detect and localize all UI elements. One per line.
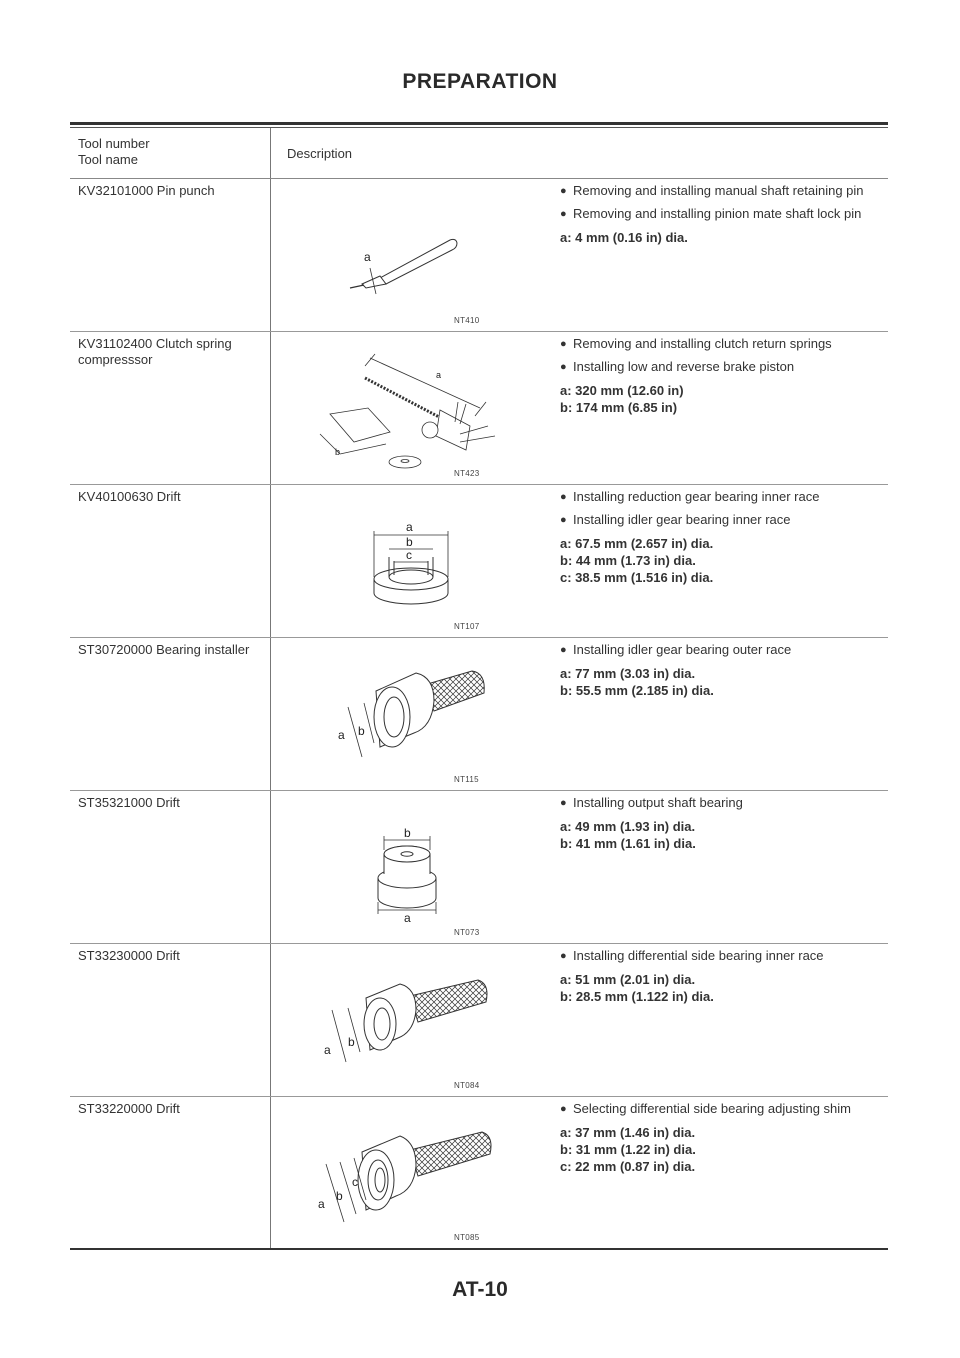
bullet-dot-icon: ● bbox=[560, 491, 567, 503]
column-header-tool-name: Tool name bbox=[78, 152, 138, 167]
dimension-list bbox=[560, 229, 885, 246]
figure-label-c: c bbox=[352, 1175, 358, 1189]
bullet-item: ● Removing and installing clutch return springs bbox=[560, 336, 832, 351]
dimension-list bbox=[560, 1124, 885, 1175]
bullet-dot-icon: ● bbox=[560, 1103, 567, 1115]
description-drift-st35321000 bbox=[560, 795, 885, 852]
figure-clutch-spring-compressor bbox=[310, 350, 500, 475]
figure-label-a: a bbox=[318, 1197, 325, 1211]
table-bottom-rule bbox=[70, 1248, 888, 1250]
figure-label-b: b bbox=[406, 535, 413, 549]
column-divider bbox=[270, 128, 271, 1249]
row-divider bbox=[70, 1096, 888, 1097]
bullet-item: ● Removing and installing manual shaft retaining pin bbox=[560, 183, 864, 198]
figure-label-a: a bbox=[406, 520, 413, 534]
figure-drift-st33230000 bbox=[320, 966, 500, 1066]
description-clutch-spring-compressor bbox=[560, 336, 885, 416]
figure-drift-kv40100630 bbox=[362, 515, 462, 615]
bullet-item: ● Removing and installing pinion mate shaft lock pin bbox=[560, 206, 862, 221]
figure-code: NT107 bbox=[454, 622, 480, 631]
dimension-item: a: 49 mm (1.93 in) dia. bbox=[560, 819, 696, 834]
figure-label-a: a bbox=[338, 728, 345, 742]
bullet-item: ● Installing reduction gear bearing inner race bbox=[560, 489, 820, 504]
tool-name-drift-st35321000: ST35321000 Drift bbox=[78, 795, 180, 810]
figure-label-b: b bbox=[336, 1189, 343, 1203]
dimension-item: a: 4 mm (0.16 in) dia. bbox=[560, 230, 688, 245]
bullet-dot-icon: ● bbox=[560, 797, 567, 809]
tool-name-drift-st33230000: ST33230000 Drift bbox=[78, 948, 180, 963]
figure-label-a: a bbox=[436, 370, 442, 380]
figure-bearing-installer bbox=[336, 655, 496, 765]
dimension-item: b: 174 mm (6.85 in) bbox=[560, 400, 678, 415]
row-divider bbox=[70, 331, 888, 332]
page-title: PREPARATION bbox=[402, 70, 558, 93]
dimension-item: b: 55.5 mm (2.185 in) dia. bbox=[560, 683, 714, 698]
description-pin-punch bbox=[560, 183, 885, 246]
bullet-dot-icon: ● bbox=[560, 185, 567, 197]
tool-name-clutch-spring-compressor: KV31102400 Clutch spring compresssor bbox=[78, 336, 232, 367]
bullet-item: ● Installing idler gear bearing outer race bbox=[560, 642, 792, 657]
bullet-dot-icon: ● bbox=[560, 950, 567, 962]
figure-pin-punch bbox=[340, 228, 470, 298]
figure-code: NT423 bbox=[454, 469, 480, 478]
figure-label-b: b bbox=[358, 724, 365, 738]
bullet-item: ● Installing differential side bearing inner race bbox=[560, 948, 824, 963]
figure-label-b: b bbox=[348, 1035, 355, 1049]
dimension-item: a: 320 mm (12.60 in) bbox=[560, 383, 684, 398]
dimension-item: c: 38.5 mm (1.516 in) dia. bbox=[560, 570, 714, 585]
tool-name-pin-punch: KV32101000 Pin punch bbox=[78, 183, 215, 198]
figure-label-a: a bbox=[364, 250, 371, 264]
description-drift-st33220000 bbox=[560, 1101, 885, 1175]
figure-code: NT410 bbox=[454, 316, 480, 325]
bullet-dot-icon: ● bbox=[560, 338, 567, 350]
header-divider bbox=[70, 178, 888, 179]
bullet-dot-icon: ● bbox=[560, 208, 567, 220]
figure-label-a: a bbox=[404, 911, 411, 925]
dimension-list bbox=[560, 535, 885, 586]
figure-drift-st35321000 bbox=[362, 820, 452, 930]
row-divider bbox=[70, 943, 888, 944]
tool-name-drift-st33220000: ST33220000 Drift bbox=[78, 1101, 180, 1116]
dimension-item: b: 28.5 mm (1.122 in) dia. bbox=[560, 989, 714, 1004]
bullet-dot-icon: ● bbox=[560, 514, 567, 526]
bullet-item: ● Selecting differential side bearing adjusting shim bbox=[560, 1101, 851, 1116]
dimension-item: b: 44 mm (1.73 in) dia. bbox=[560, 553, 696, 568]
bullet-item: ● Installing output shaft bearing bbox=[560, 795, 743, 810]
figure-code: NT085 bbox=[454, 1233, 480, 1242]
bullet-dot-icon: ● bbox=[560, 644, 567, 656]
dimension-list bbox=[560, 818, 885, 852]
dimension-list bbox=[560, 971, 885, 1005]
figure-label-a: a bbox=[324, 1043, 331, 1057]
figure-code: NT073 bbox=[454, 928, 480, 937]
bullet-dot-icon: ● bbox=[560, 361, 567, 373]
row-divider bbox=[70, 484, 888, 485]
dimension-item: a: 77 mm (3.03 in) dia. bbox=[560, 666, 696, 681]
column-header-tool-number: Tool number bbox=[78, 136, 150, 151]
dimension-item: b: 31 mm (1.22 in) dia. bbox=[560, 1142, 696, 1157]
bullet-item: ● Installing idler gear bearing inner race bbox=[560, 512, 791, 527]
dimension-item: c: 22 mm (0.87 in) dia. bbox=[560, 1159, 696, 1174]
bullet-item: ● Installing low and reverse brake piston bbox=[560, 359, 795, 374]
dimension-list bbox=[560, 665, 885, 699]
figure-label-b: b bbox=[404, 826, 411, 840]
dimension-item: a: 37 mm (1.46 in) dia. bbox=[560, 1125, 696, 1140]
column-header-tool bbox=[78, 136, 150, 168]
description-bearing-installer bbox=[560, 642, 885, 699]
row-divider bbox=[70, 790, 888, 791]
description-drift-kv40100630 bbox=[560, 489, 885, 586]
figure-label-b: b bbox=[335, 447, 341, 457]
tool-name-bearing-installer: ST30720000 Bearing installer bbox=[78, 642, 250, 657]
dimension-item: a: 67.5 mm (2.657 in) dia. bbox=[560, 536, 714, 551]
figure-drift-st33220000 bbox=[314, 1120, 504, 1226]
tool-name-drift-kv40100630: KV40100630 Drift bbox=[78, 489, 181, 504]
row-divider bbox=[70, 637, 888, 638]
dimension-list bbox=[560, 382, 885, 416]
header-rule-thick bbox=[70, 122, 888, 125]
figure-label-c: c bbox=[406, 548, 412, 562]
figure-code: NT115 bbox=[454, 775, 479, 784]
dimension-item: b: 41 mm (1.61 in) dia. bbox=[560, 836, 696, 851]
description-drift-st33230000 bbox=[560, 948, 885, 1005]
page-number: AT-10 bbox=[452, 1278, 508, 1301]
header-rule-thin bbox=[70, 127, 888, 128]
figure-code: NT084 bbox=[454, 1081, 480, 1090]
column-header-description: Description bbox=[287, 146, 353, 161]
dimension-item: a: 51 mm (2.01 in) dia. bbox=[560, 972, 696, 987]
